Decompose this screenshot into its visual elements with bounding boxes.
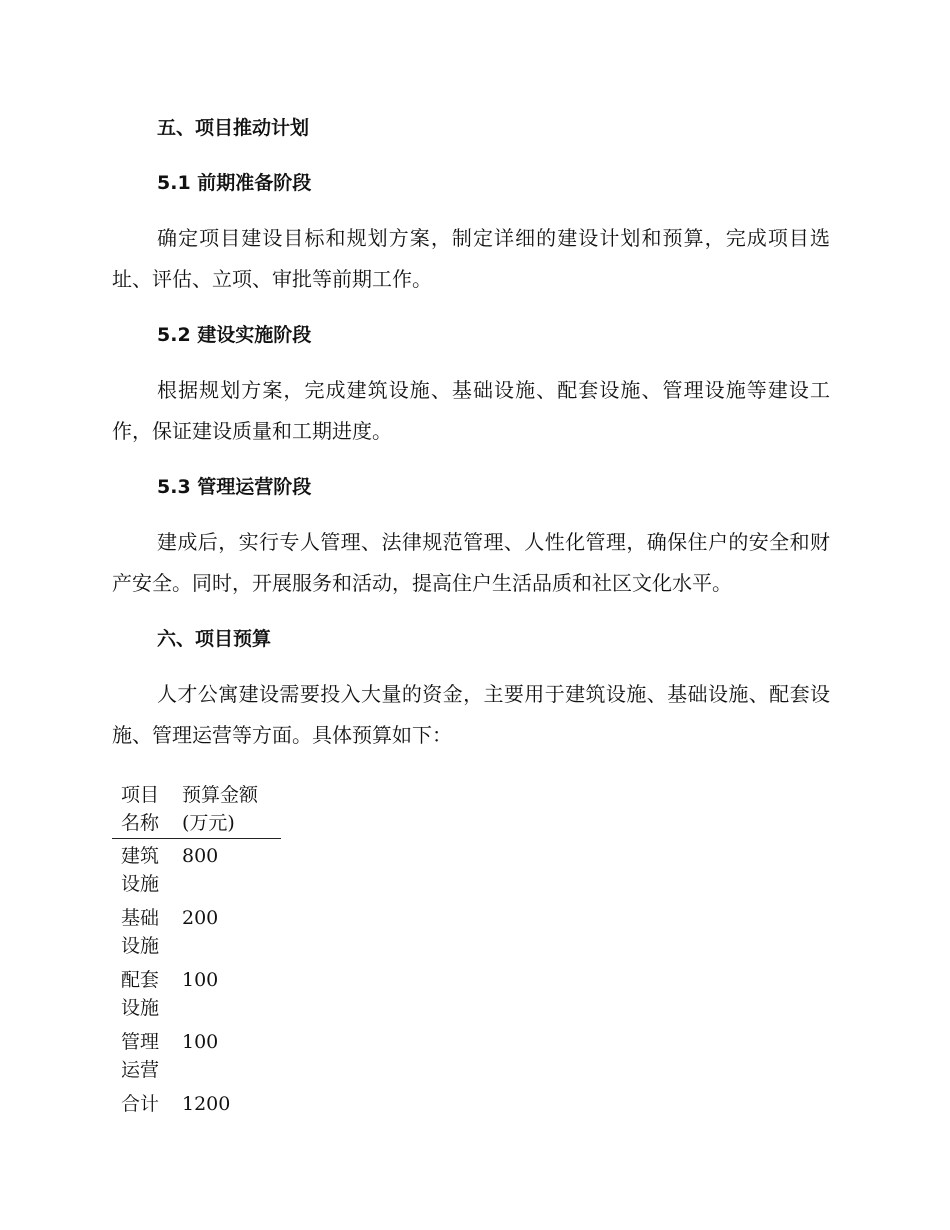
budget-table-header-row [112,778,281,839]
subsection-5-1-paragraph: 确定项目建设目标和规划方案，制定详细的建设计划和预算，完成项目选址、评估、立项、审批等前期工作。 [112,226,830,291]
table-row-total [112,1087,281,1121]
row-amount-cell: 100 [182,1031,219,1053]
column-header-project-name: 项目名称 [112,778,174,839]
section-6-heading: 六、项目预算 [157,628,272,650]
total-amount-cell: 1200 [182,1093,231,1115]
row-amount-cell: 100 [182,969,219,991]
row-amount-cell: 800 [182,845,219,867]
budget-table [112,778,281,1121]
table-row [112,1025,281,1087]
row-name-cell: 管理运营 [121,1031,160,1081]
row-name-cell: 建筑设施 [121,845,160,895]
subsection-5-3-heading: 5.3 管理运营阶段 [157,476,312,498]
subsection-5-2-heading: 5.2 建设实施阶段 [157,324,312,346]
section-6-paragraph: 人才公寓建设需要投入大量的资金，主要用于建筑设施、基础设施、配套设施、管理运营等方面。具体预算如下： [112,682,830,747]
subsection-5-1-heading: 5.1 前期准备阶段 [157,172,312,194]
row-name-cell: 基础设施 [121,907,160,957]
table-row [112,839,281,902]
subsection-5-3-paragraph: 建成后，实行专人管理、法律规范管理、人性化管理，确保住户的安全和财产安全。同时，开展服务和活动，提高住户生活品质和社区文化水平。 [112,530,830,595]
table-row [112,901,281,963]
row-name-cell: 配套设施 [121,969,160,1019]
row-amount-cell: 200 [182,907,219,929]
total-name-cell: 合计 [121,1093,160,1115]
table-row [112,963,281,1025]
column-header-budget-amount: 预算金额 (万元) [174,778,281,839]
subsection-5-2-paragraph: 根据规划方案，完成建筑设施、基础设施、配套设施、管理设施等建设工作，保证建设质量和工期进度。 [112,378,830,443]
section-5-heading: 五、项目推动计划 [157,117,310,139]
